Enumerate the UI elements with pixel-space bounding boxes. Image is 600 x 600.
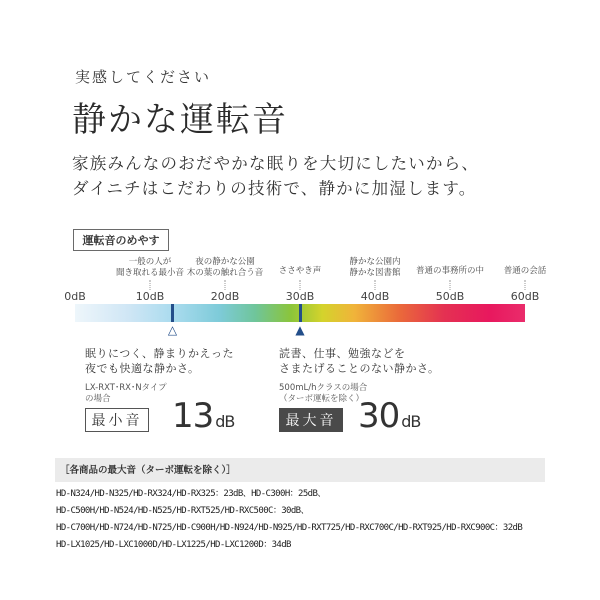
sound-example-line: 夜の静かな公園 xyxy=(195,257,255,267)
sound-example-label xyxy=(279,266,322,277)
min-sound-description xyxy=(85,346,234,376)
min-sound-marker-line xyxy=(171,304,174,322)
db-axis-label: 20dB xyxy=(210,290,240,303)
min-desc-line: 眠りにつく、静まりかえった xyxy=(85,347,235,360)
example-tick xyxy=(225,280,226,290)
page-title: 静かな運転音 xyxy=(72,100,288,140)
max-sound-value xyxy=(358,396,420,436)
example-tick xyxy=(375,280,376,290)
max-note-line: （ターボ運転を除く） xyxy=(279,394,365,404)
max-note-line: 500mL/hクラスの場合 xyxy=(279,383,368,393)
max-sound-note xyxy=(279,383,367,405)
db-axis-label: 30dB xyxy=(285,290,315,303)
guide-tag: 運転音のめやす xyxy=(73,229,169,251)
example-tick xyxy=(150,280,151,290)
min-note-line: LX-RXT･RX･Nタイプ xyxy=(85,383,167,393)
spec-line: HD-N324/HD-N325/HD-RX324/HD-RX325：23dB、HD-C300H：25dB、 xyxy=(56,489,326,499)
spec-line: HD-C500H/HD-N524/HD-N525/HD-RXT525/HD-RXC500C：30dB、 xyxy=(56,506,309,516)
max-desc-line: さまたげることのない静かさ。 xyxy=(279,362,440,375)
min-value-unit: dB xyxy=(215,412,235,431)
sound-example-line: 静かな図書館 xyxy=(349,268,401,278)
max-desc-line: 読書、仕事、勉強などを xyxy=(279,347,406,360)
sound-example-line: 静かな公園内 xyxy=(349,257,401,267)
sound-example-label xyxy=(187,257,264,279)
min-sound-badge: 最小音 xyxy=(85,408,149,432)
min-note-line: の場合 xyxy=(85,394,111,404)
db-axis-label: 50dB xyxy=(435,290,465,303)
lead-paragraph xyxy=(72,151,479,201)
min-sound-marker-icon: △ xyxy=(167,323,178,337)
max-value-unit: dB xyxy=(401,412,421,431)
db-axis-label: 60dB xyxy=(510,290,540,303)
max-sound-description xyxy=(279,346,440,376)
sound-example-label xyxy=(416,266,484,277)
db-axis-label: 10dB xyxy=(135,290,165,303)
max-value-number: 30 xyxy=(358,396,400,436)
max-sound-marker-icon: ▲ xyxy=(295,323,305,337)
min-value-number: 13 xyxy=(172,396,214,436)
sound-example-line: 普通の事務所の中 xyxy=(415,266,485,276)
max-sound-badge: 最大音 xyxy=(279,408,343,432)
spec-line: HD-C700H/HD-N724/HD-N725/HD-C900H/HD-N924/HD-N925/HD-RXT725/HD-RXC700C/HD-RXT925/HD-RXC900C：32dB xyxy=(56,523,523,533)
min-sound-note xyxy=(85,383,167,405)
db-axis-label: 0dB xyxy=(64,290,86,303)
sound-example-line: 普通の会話 xyxy=(503,266,547,276)
sound-example-line: 聞き取れる最小音 xyxy=(115,268,185,278)
spec-line: HD-LX1025/HD-LXC1000D/HD-LX1225/HD-LXC1200D：34dB xyxy=(56,540,291,550)
min-sound-value xyxy=(172,396,234,436)
max-sound-marker-line xyxy=(299,304,302,322)
sound-example-label xyxy=(504,266,547,277)
sound-example-label xyxy=(349,257,400,279)
sound-example-line: 木の葉の触れ合う音 xyxy=(186,268,264,278)
example-tick xyxy=(450,280,451,290)
example-tick xyxy=(525,280,526,290)
sound-example-line: 一般の人が xyxy=(128,257,172,267)
sound-example-label xyxy=(116,257,184,279)
example-tick xyxy=(300,280,301,290)
kicker-text: 実感してください xyxy=(75,68,212,86)
min-desc-line: 夜でも快適な静かさ。 xyxy=(85,362,200,375)
lead-line: ダイニチはこだわりの技術で、静かに加湿します。 xyxy=(72,179,477,198)
db-axis-label: 40dB xyxy=(360,290,390,303)
lead-line: 家族みんなのおだやかな眠りを大切にしたいから、 xyxy=(72,154,480,173)
spec-heading: ［各商品の最大音（ターボ運転を除く）］ xyxy=(60,465,236,476)
sound-example-line: ささやき声 xyxy=(278,266,322,276)
